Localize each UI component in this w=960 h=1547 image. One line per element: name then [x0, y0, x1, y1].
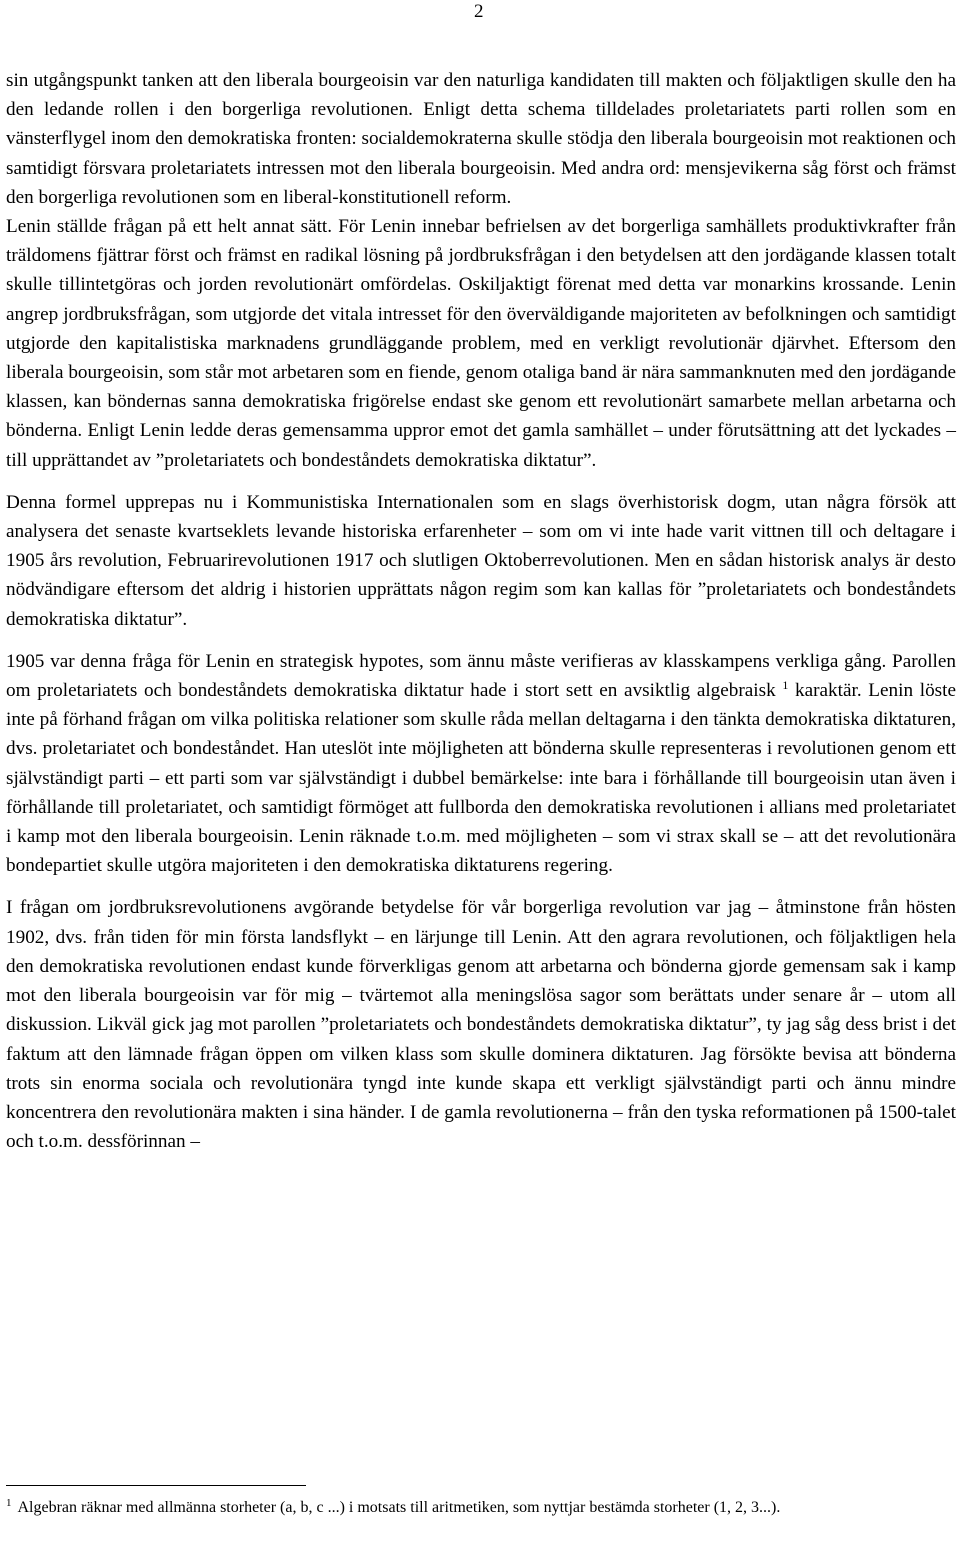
footnote-text: Algebran räknar med allmänna storheter (a, b, c ...) i motsats till aritmetiken, som nyttjar bestämda storheter (1, 2, 3...). — [17, 1499, 781, 1516]
page-number: 2 — [474, 1, 484, 22]
footnote-marker: 1 — [6, 1497, 12, 1509]
paragraph-4 — [6, 647, 956, 881]
paragraph-5: I frågan om jordbruksrevolutionens avgörande betydelse för vår borgerliga revolution var jag – åtminstone från hösten 1902, dvs. från tiden för min första landsflykt – en lärjunge till Lenin. Att den agrara revolutionen, och följaktligen hela den demokratiska revolutionen endast kunde förverkligas genom att arbetarna och bönderna gjorde gemensam sak i kamp mot den liberala bourgeoisin var för mig – tvärtemot alla meningslösa sagor som berättats under senare år – utom all diskussion. Likväl gick jag mot parollen ”proletariatets och bondeståndets demokratiska diktatur”, ty jag såg dess brist i det faktum att den lämnade frågan öppen om vilken klass som skulle dominera diktaturen. Jag försökte bevisa att bönderna trots sin enorma sociala och revolutionära tyngd inte kunde skapa ett verkligt självständigt parti och ännu mindre koncentrera den revolutionära makten i sina händer. I de gamla revolutionerna – från den tyska reformationen på 1500-talet och t.o.m. dessförinnan – — [6, 897, 956, 1153]
paragraph-3: Denna formel upprepas nu i Kommunistiska Internationalen som en slags överhistorisk dogm, utan några försök att analysera det senaste kvartseklets levande historiska erfarenheter – som om vi inte hade varit vittnen till och deltagare i 1905 års revolution, Februarirevolutionen 1917 och slutligen Oktoberrevolutionen. Men en sådan historisk analys är desto nödvändigare eftersom det aldrig i historien upprättats någon regim som kan kallas för ”proletariatets och bondeståndets demokratiska diktatur”. — [6, 491, 956, 630]
paragraph-1: sin utgångspunkt tanken att den liberala bourgeoisin var den naturliga kandidaten till makten och följaktligen skulle den ha den ledande rollen i den borgerliga revolutionen. Enligt detta schema tilldelades proletariatets parti rollen som en vänsterflygel inom den demokratiska fronten: socialdemokraterna skulle stödja den liberala bourgeoisin mot reaktionen och samtidigt försvara proletariatets intressen mot den liberala bourgeoisin. Med andra ord: mensjevikerna såg först och främst den borgerliga revolutionen som en liberal-konstitutionell reform. — [6, 70, 956, 208]
footnote — [6, 1496, 956, 1520]
paragraph-4-text-before: 1905 var denna fråga för Lenin en strategisk hypotes, som ännu måste verifieras av klasskampens verkliga gång. Parollen om proletariatets och bondeståndets demokratiska diktatur hade i stort sett en avsiktlig algebraisk — [6, 650, 956, 702]
paragraph-4-text-after: karaktär. Lenin löste inte på förhand frågan om vilka politiska relationer som skulle råda mellan deltagarna i den tänkta demokratiska diktaturen, dvs. proletariatet och bondeståndet. Han uteslöt inte möjligheten att bönderna skulle representeras i revolutionen genom ett självständigt parti – ett parti som var självständigt i dubbel bemärkelse: inte bara i förhållande till bourgeoisin utan även i förhållande till proletariatet, och samtidigt förmöget att fullborda den demokratiska revolutionen i allians med proletariatet i kamp mot den liberala bourgeoisin. Lenin räknade t.o.m. med möjligheten – som vi strax skall se – att det revolutionära bondepartiet skulle utgöra majoriteten i den demokratiska diktaturens regering. — [6, 680, 956, 877]
paragraph-2: Lenin ställde frågan på ett helt annat sätt. För Lenin innebar befrielsen av det borgerliga samhällets produktivkrafter från träldomens fjättrar först och främst en radikal lösning på jordbruksfrågan i den betydelsen att den jordägande klassen totalt skulle tillintetgöras och jorden revolutionärt omfördelas. Oskiljaktigt förenat med detta var monarkins krossande. Lenin angrep jordbruksfrågan, som utgjorde det vitala intresset för den överväldigande majoriteten av befolkningen och samtidigt utgjorde den kapitalistiska marknadens grundläggande problem, med en verkligt revolutionär djärvhet. Eftersom den liberala bourgeoisin, som står mot arbetaren som en fiende, genom otaliga band är nära sammanknuten med den jordägande klassen, kan böndernas sanna demokratiska frigörelse endast ske genom ett revolutionärt samarbete mellan arbetarna och bönderna. Enligt Lenin ledde deras gemensamma uppror emot det gamla samhället – under förutsättning att det lyckades – till upprättandet av ”proletariatets och bondeståndets demokratiska diktatur”. — [6, 216, 956, 471]
body-text — [6, 66, 956, 1156]
footnote-divider — [6, 1485, 306, 1486]
footnote-reference[interactable]: 1 — [782, 678, 789, 693]
